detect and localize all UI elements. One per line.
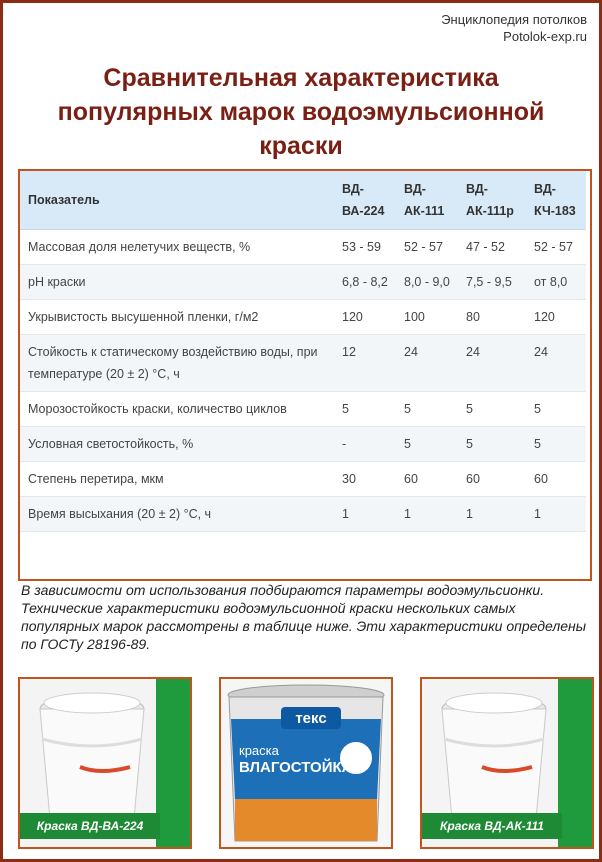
row-label: Массовая доля нелетучих веществ, % xyxy=(20,230,336,265)
cell: 1 xyxy=(336,497,398,532)
cell: 24 xyxy=(528,335,586,392)
cell: - xyxy=(336,427,398,462)
cell: 1 xyxy=(398,497,460,532)
comparison-table-box xyxy=(18,169,592,581)
table-row xyxy=(20,497,586,532)
header-vd-ak-111r: ВД-АК-111р xyxy=(460,171,528,230)
green-strip xyxy=(558,679,592,847)
site-url: Potolok-exp.ru xyxy=(503,29,587,44)
cell: 52 - 57 xyxy=(528,230,586,265)
photo-teks-bucket xyxy=(219,677,393,849)
row-label: Укрывистость высушенной пленки, г/м2 xyxy=(20,300,336,335)
table-row xyxy=(20,265,586,300)
cell: 5 xyxy=(460,427,528,462)
description-note: В зависимости от использования подбираются параметры водоэмульсионки. Технические характеристики водоэмульсионной краски нескольких самых популярных марок рассмотрены в таблице ниже. Эти характеристики определены по ГОСТу 28196-89. xyxy=(21,582,587,652)
table-row xyxy=(20,230,586,265)
table-header-row xyxy=(20,171,586,230)
site-name: Энциклопедия потолков xyxy=(441,12,587,27)
cell: 120 xyxy=(528,300,586,335)
cell: от 8,0 xyxy=(528,265,586,300)
row-label: pH краски xyxy=(20,265,336,300)
cell: 60 xyxy=(528,462,586,497)
teks-brand: текс xyxy=(295,710,327,727)
header-parameter: Показатель xyxy=(20,171,336,230)
cell: 53 - 59 xyxy=(336,230,398,265)
cell: 24 xyxy=(398,335,460,392)
site-watermark xyxy=(441,11,587,45)
cell: 1 xyxy=(528,497,586,532)
cell: 5 xyxy=(460,392,528,427)
cell: 6,8 - 8,2 xyxy=(336,265,398,300)
green-strip xyxy=(156,679,190,847)
cell: 12 xyxy=(336,335,398,392)
photo-bucket-vd-ak-111 xyxy=(420,677,594,849)
cell: 5 xyxy=(398,427,460,462)
photo-caption: Краска ВД-ВА-224 xyxy=(20,813,160,839)
cell: 60 xyxy=(460,462,528,497)
comparison-table xyxy=(20,171,586,532)
cell: 60 xyxy=(398,462,460,497)
row-label: Время высыхания (20 ± 2) °С, ч xyxy=(20,497,336,532)
cell: 5 xyxy=(528,392,586,427)
row-label: Стойкость к статическому воздействию воды, при температуре (20 ± 2) °С, ч xyxy=(20,335,336,392)
header-vd-ak-111: ВД-АК-111 xyxy=(398,171,460,230)
title-line-2: популярных марок водоэмульсионной xyxy=(57,98,545,126)
cell: 5 xyxy=(398,392,460,427)
header-vd-va-224: ВД-ВА-224 xyxy=(336,171,398,230)
photo-caption: Краска ВД-АК-111 xyxy=(422,813,562,839)
cell: 24 xyxy=(460,335,528,392)
header-vd-kch-183: ВД-КЧ-183 xyxy=(528,171,586,230)
table-row xyxy=(20,392,586,427)
cell: 30 xyxy=(336,462,398,497)
cell: 52 - 57 xyxy=(398,230,460,265)
title-line-3: краски xyxy=(259,132,343,160)
teks-product-line-1: краска xyxy=(239,743,279,758)
cell: 5 xyxy=(528,427,586,462)
table-row xyxy=(20,335,586,392)
cell: 100 xyxy=(398,300,460,335)
cell: 7,5 - 9,5 xyxy=(460,265,528,300)
table-row xyxy=(20,462,586,497)
row-label: Степень перетира, мкм xyxy=(20,462,336,497)
cell: 5 xyxy=(336,392,398,427)
title-line-1: Сравнительная характеристика xyxy=(103,64,499,92)
teks-product-line-2: ВЛАГОСТОЙКАЯ xyxy=(239,759,364,776)
page-title xyxy=(23,61,579,163)
cell: 80 xyxy=(460,300,528,335)
cell: 120 xyxy=(336,300,398,335)
cell: 1 xyxy=(460,497,528,532)
row-label: Условная светостойкость, % xyxy=(20,427,336,462)
cell: 8,0 - 9,0 xyxy=(398,265,460,300)
row-label: Морозостойкость краски, количество циклов xyxy=(20,392,336,427)
table-row xyxy=(20,427,586,462)
table-row xyxy=(20,300,586,335)
photo-bucket-vd-va-224 xyxy=(18,677,192,849)
cell: 47 - 52 xyxy=(460,230,528,265)
